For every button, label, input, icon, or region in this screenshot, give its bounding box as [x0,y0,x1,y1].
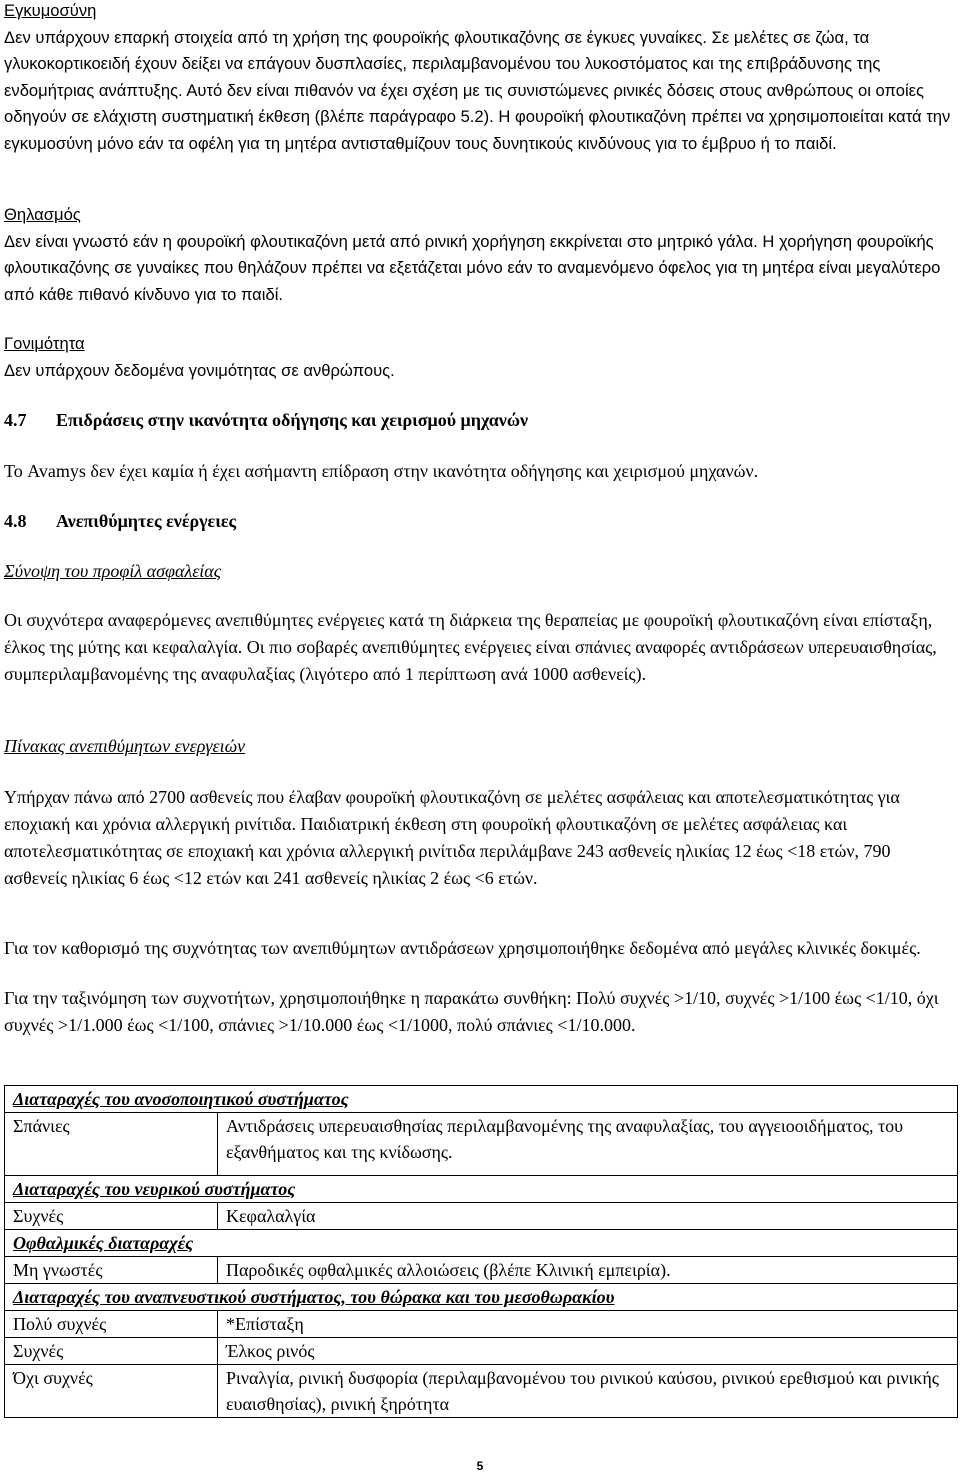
fertility-text: Δεν υπάρχουν δεδομένα γονιμότητας σε ανθρώπους. [4,360,395,380]
system-organ-class: Διαταραχές του ανοσοποιητικού συστήματος [5,1086,958,1113]
table-row [5,1284,958,1311]
reaction-cell: *Επίσταξη [218,1311,958,1338]
frequency-convention-paragraph: Για την ταξινόμηση των συχνοτήτων, χρησιμοποιήθηκε η παρακάτω συνθήκη: Πολύ συχνές >1/10, συχνές >1/100 έως <1/10, όχι συχνές >1/1.000 έως <1/100, σπάνιες >1/10.000 έως <1/1000, πολύ σπάνιες <1/10.000. [4,988,939,1035]
table-row [5,1176,958,1203]
system-organ-class: Διαταραχές του αναπνευστικού συστήματος, του θώρακα και του μεσοθωρακίου [5,1284,958,1311]
fertility-heading: Γονιμότητα [4,334,85,353]
frequency-cell: Μη γνωστές [5,1257,218,1284]
lactation-heading: Θηλασμός [4,205,81,224]
table-row [5,1230,958,1257]
ae-table-heading: Πίνακας ανεπιθύμητων ενεργειών [4,736,246,756]
section-4-7-heading [4,407,528,434]
table-row [5,1203,958,1230]
table-row [5,1086,958,1113]
reaction-cell: Κεφαλαλγία [218,1203,958,1230]
section-number: 4.8 [4,511,27,531]
reaction-cell: Ριναλγία, ρινική δυσφορία (περιλαμβανομένου του ρινικού καύσου, ρινικού ερεθισμού και ρινικής ευαισθησίας), ρινική ξηρότητα [218,1365,958,1418]
section-4-7-text: Το Avamys δεν έχει καμία ή έχει ασήμαντη επίδραση στην ικανότητα οδήγησης και χειρισμού μηχανών. [4,461,759,481]
table-row [5,1338,958,1365]
frequency-cell: Συχνές [5,1203,218,1230]
pregnancy-heading: Εγκυμοσύνη [4,1,97,20]
pregnancy-text: Δεν υπάρχουν επαρκή στοιχεία από τη χρήση της φουροϊκής φλουτικαζόνης σε έγκυες γυναίκες. Σε μελέτες σε ζώα, τα γλυκοκορτικοειδή έχουν δείξει να επάγουν δυσπλασίες, περιλαμβανομένου του λυκοστόματος και της επιβράδυνσης της ενδομήτριας ανάπτυξης. Αυτό δεν είναι πιθανόν να έχει σχέση με τις συνιστώμενες ρινικές δόσεις στους ανθρώπους οι οποίες οδηγούν σε ελάχιστη συστηματική έκθεση (βλέπε παράγραφο 5.2). Η φουροϊκή φλουτικαζόνη πρέπει να χρησιμοποιείται κατά την εγκυμοσύνη μόνο εάν τα οφέλη για τη μητέρα αντισταθμίζουν τους δυνητικούς κινδύνους για το έμβρυο ή το παιδί. [4,27,951,153]
exposure-paragraph: Υπήρχαν πάνω από 2700 ασθενείς που έλαβαν φουροϊκή φλουτικαζόνη σε μελέτες ασφάλειας και αποτελεσματικότητας για εποχιακή και χρόνια αλλεργική ρινίτιδα. Παιδιατρική έκθεση στη φουροϊκή φλουτικαζόνη σε μελέτες ασφάλειας και αποτελεσματικότητας σε εποχιακή και χρόνια αλλεργική ρινίτιδα περιλάμβανε 243 ασθενείς ηλικίας 12 έως <18 ετών, 790 ασθενείς ηλικίας 6 έως <12 ετών και 241 ασθενείς ηλικίας 2 έως <6 ετών. [4,787,900,888]
frequency-source-paragraph: Για τον καθορισμό της συχνότητας των ανεπιθύμητων αντιδράσεων χρησιμοποιήθηκε δεδομένα από μεγάλες κλινικές δοκιμές. [4,938,921,958]
frequency-cell: Σπάνιες [5,1113,218,1166]
lactation-section [4,202,954,308]
table-row [5,1257,958,1284]
table-row [5,1311,958,1338]
frequency-cell: Συχνές [5,1338,218,1365]
lactation-text: Δεν είναι γνωστό εάν η φουροϊκή φλουτικαζόνη μετά από ρινική χορήγηση εκκρίνεται στο μητρικό γάλα. Η χορήγηση φουροϊκής φλουτικαζόνης σε γυναίκες που θηλάζουν πρέπει να εξετάζεται μόνο εάν το αναμενόμενο όφελος για τη μητέρα είναι μεγαλύτερο από κάθε πιθανό κίνδυνο για το παιδί. [4,231,941,304]
table-spacer-row [5,1165,958,1176]
reaction-cell: Αντιδράσεις υπερευαισθησίας περιλαμβανομένης της αναφυλαξίας, του αγγειοοιδήματος, του εξανθήματος και της κνίδωσης. [218,1113,958,1166]
section-number: 4.7 [4,410,27,430]
section-title: Επιδράσεις στην ικανότητα οδήγησης και χειρισμού μηχανών [56,410,529,430]
frequency-cell: Όχι συχνές [5,1365,218,1418]
pregnancy-section [4,0,954,157]
safety-summary-heading: Σύνοψη του προφίλ ασφαλείας [4,561,222,581]
page-number: 5 [476,1459,484,1473]
reaction-cell: Έλκος ρινός [218,1338,958,1365]
table-row [5,1113,958,1166]
system-organ-class: Οφθαλμικές διαταραχές [5,1230,958,1257]
section-4-8-heading [4,508,236,535]
fertility-section [4,331,954,384]
system-organ-class: Διαταραχές του νευρικού συστήματος [5,1176,958,1203]
section-title: Ανεπιθύμητες ενέργειες [56,511,237,531]
frequency-cell: Πολύ συχνές [5,1311,218,1338]
reaction-cell: Παροδικές οφθαλμικές αλλοιώσεις (βλέπε Κλινική εμπειρία). [218,1257,958,1284]
adverse-events-table [4,1085,958,1418]
safety-summary-text: Οι συχνότερα αναφερόμενες ανεπιθύμητες ενέργειες κατά τη διάρκεια της θεραπείας με φουροϊκή φλουτικαζόνη είναι επίσταξη, έλκος της μύτης και κεφαλαλγία. Οι πιο σοβαρές ανεπιθύμητες ενέργειες είναι σπάνιες αναφορές αντιδράσεων υπερευαισθησίας, συμπεριλαμβανομένης της αναφυλαξίας (λιγότερο από 1 περίπτωση ανά 1000 ασθενείς). [4,610,937,684]
table-row [5,1365,958,1418]
